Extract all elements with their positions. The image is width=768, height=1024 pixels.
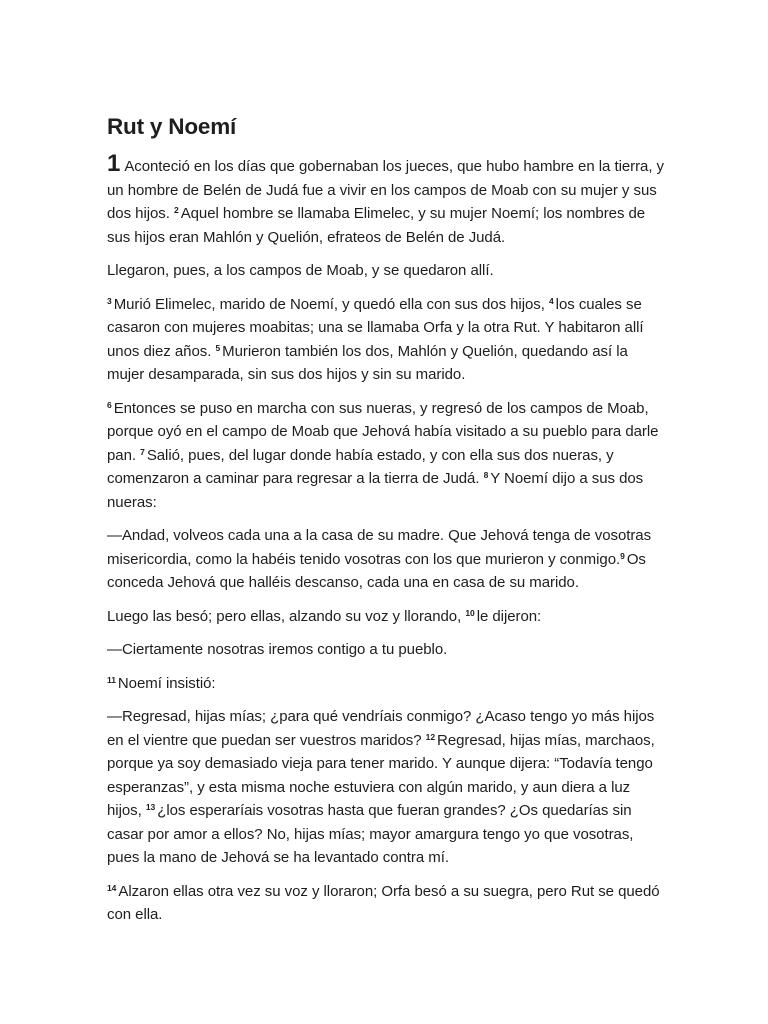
verse-text: Entonces se puso en marcha con sus nueras, y regresó de los campos de Moab, porque oyó en el campo de Moab que Jehová había visitado a su pueblo para darle pan.: [107, 399, 659, 464]
paragraph: [107, 638, 667, 662]
paragraph: [107, 524, 667, 595]
verse-text: Aconteció en los días que gobernaban los jueces, que hubo hambre en la tierra, y un hombre de Belén de Judá fue a vivir en los campos de Moab con su mujer y sus dos hijos.: [107, 158, 665, 222]
verse-text: Salió, pues, del lugar donde había estado, y con ella sus dos nueras, y comenzaron a caminar para regresar a la tierra de Judá.: [107, 446, 614, 487]
verse-text: Llegaron, pues, a los campos de Moab, y se quedaron allí.: [107, 262, 494, 279]
verse-text: Y Noemí dijo a sus dos nueras:: [107, 470, 644, 511]
page-title: Rut y Noemí: [107, 114, 237, 139]
verse-number: 11: [107, 674, 116, 685]
verse-number: 7: [140, 446, 145, 457]
paragraph: [107, 293, 667, 387]
verse-number: 12: [425, 731, 436, 742]
verse-text: Murió Elimelec, marido de Noemí, y quedó ella con sus dos hijos,: [113, 295, 549, 313]
verse-text: le dijeron:: [476, 607, 542, 625]
paragraph: [107, 397, 667, 515]
document-body: [107, 150, 667, 927]
verse-text: —Ciertamente nosotras iremos contigo a tu pueblo.: [107, 641, 448, 658]
paragraph: [107, 150, 667, 249]
verse-number: 9: [620, 550, 625, 561]
verse-text: Noemí insistió:: [117, 674, 216, 692]
verse-number: 2: [174, 205, 179, 215]
verse-text: Os conceda Jehová que halléis descanso, cada una en casa de su marido.: [107, 550, 646, 591]
paragraph: [107, 259, 667, 283]
verse-text: Aquel hombre se llamaba Elimelec, y su mujer Noemí; los nombres de sus hijos eran Mahlón y Quelión, efrateos de Belén de Judá.: [107, 205, 646, 246]
chapter-number: 1: [107, 150, 121, 177]
verse-number: 5: [215, 342, 221, 353]
document-page: [107, 112, 667, 937]
paragraph: [107, 880, 667, 927]
paragraph: [107, 705, 667, 870]
paragraph: [107, 672, 667, 696]
verse-text: Alzaron ellas otra vez su voz y lloraron; Orfa besó a su suegra, pero Rut se quedó con ella.: [107, 882, 660, 923]
verse-text: ¿los esperaríais vosotras hasta que fueran grandes? ¿Os quedarías sin casar por amor a ellos? No, hijas mías; mayor amargura tengo yo que vosotras, pues la mano de Jehová se ha levantado contra mí.: [107, 802, 634, 866]
verse-text: Luego las besó; pero ellas, alzando su voz y llorando,: [107, 607, 466, 625]
verse-text: Murieron también los dos, Mahlón y Quelión, quedando así la mujer desamparada, sin sus dos hijos y sin su marido.: [107, 342, 628, 383]
verse-number: 4: [548, 295, 554, 306]
verse-text: los cuales se casaron con mujeres moabitas; una se llamaba Orfa y la otra Rut. Y habitaron allí unos diez años.: [107, 295, 644, 360]
verse-text: Regresad, hijas mías, marchaos, porque ya soy demasiado vieja para tener marido. Y aunque dijera: “Todavía tengo esperanzas”, y esta misma noche estuviera con algún marido, y aun diera a luz hijos,: [107, 731, 655, 819]
verse-number: 10: [465, 607, 475, 618]
verse-number: 13: [145, 802, 156, 812]
paragraph: [107, 605, 667, 629]
verse-text: —Regresad, hijas mías; ¿para qué vendríais conmigo? ¿Acaso tengo yo más hijos en el vientre que puedan ser vuestros maridos?: [107, 708, 655, 749]
verse-number: 8: [483, 470, 489, 480]
verse-text: —Andad, volveos cada una a la casa de su madre. Que Jehová tenga de vosotras misericordia, como la habéis tenido vosotras con los que murieron y conmigo.: [107, 527, 652, 568]
verse-number: 14: [107, 882, 117, 893]
verse-number: 6: [107, 399, 112, 410]
verse-number: 3: [107, 295, 112, 306]
